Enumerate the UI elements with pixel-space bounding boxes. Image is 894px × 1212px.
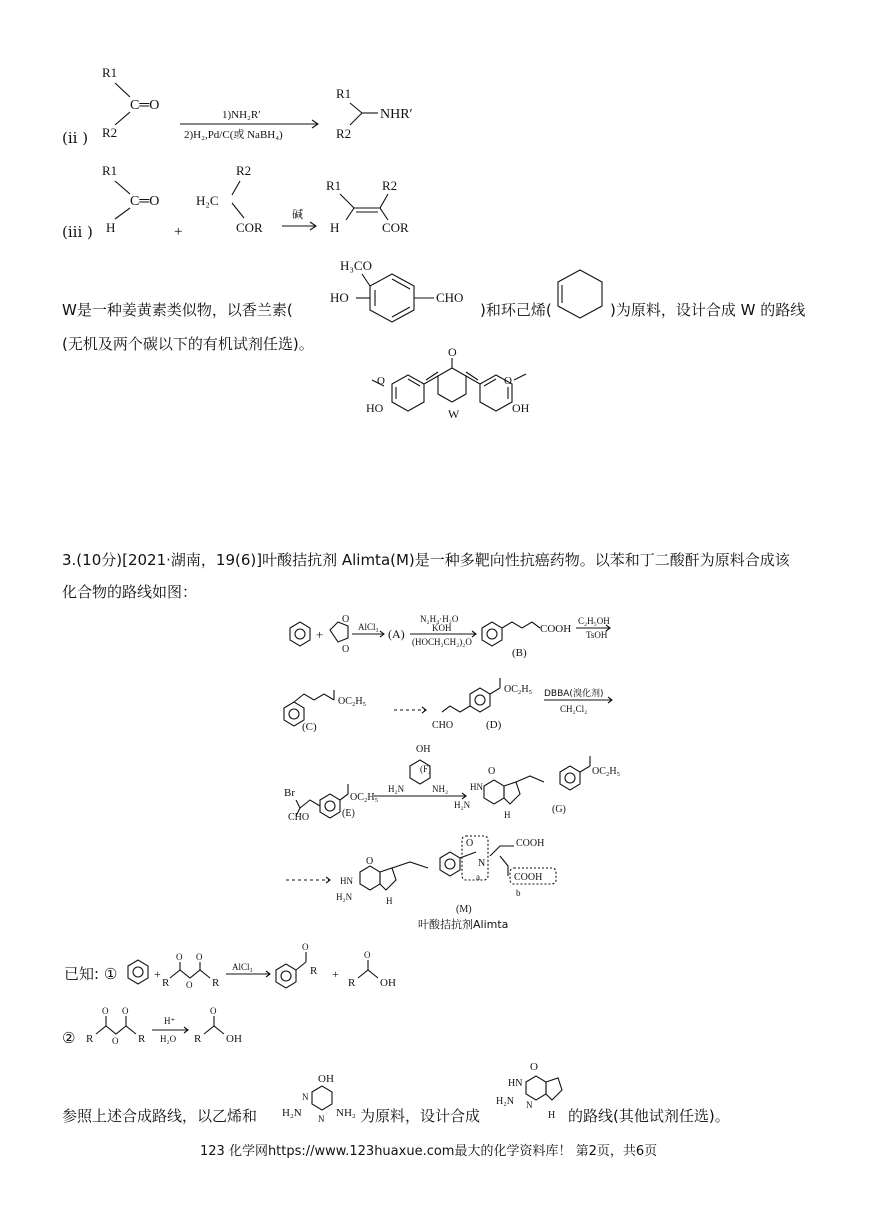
svg-text:+: + <box>154 967 161 981</box>
svg-text:OC₂H₅: OC₂H₅ <box>592 766 621 777</box>
svg-text:R: R <box>162 977 170 989</box>
svg-text:R2: R2 <box>236 163 252 178</box>
svg-text:H₂N: H₂N <box>282 1107 302 1119</box>
svg-text:CHO: CHO <box>432 720 454 731</box>
svg-text:CH₂Cl₂: CH₂Cl₂ <box>560 704 588 714</box>
svg-text:O: O <box>504 375 512 387</box>
svg-text:H: H <box>106 220 116 235</box>
svg-text:O: O <box>364 950 371 960</box>
q2-text-part2: )和环己烯( <box>480 301 552 319</box>
svg-text:(G): (G) <box>552 804 566 815</box>
svg-text:COOH: COOH <box>514 872 543 883</box>
svg-text:C₂H₅OH: C₂H₅OH <box>578 616 610 626</box>
svg-text:H₃CO: H₃CO <box>340 258 372 273</box>
final-text-part3: 的路线(其他试剂任选)。 <box>568 1107 730 1125</box>
r1-label: R1 <box>102 65 118 80</box>
reagent-step1: 1)NH₂R′ <box>222 109 261 121</box>
svg-text:R: R <box>310 965 318 977</box>
svg-text:+: + <box>332 967 339 981</box>
svg-text:a: a <box>476 872 480 882</box>
svg-text:N: N <box>478 858 486 869</box>
svg-text:O: O <box>210 1006 217 1016</box>
q3-text-line2: 化合物的路线如图： <box>62 583 198 601</box>
page-footer: 123 化学网https://www.123huaxue.com最大的化学资料库！ 第2页，共6页 <box>200 1144 658 1159</box>
svg-text:N: N <box>318 1114 325 1124</box>
svg-text:O: O <box>122 1006 129 1016</box>
svg-text:AlCl₃: AlCl₃ <box>232 962 253 972</box>
svg-text:OH: OH <box>416 744 431 755</box>
svg-text:O: O <box>466 838 474 849</box>
svg-text:b: b <box>516 888 521 898</box>
svg-text:HN: HN <box>470 782 483 792</box>
svg-text:(B): (B) <box>512 647 527 659</box>
svg-text:N₂H₄·H₂O: N₂H₄·H₂O <box>420 614 459 624</box>
svg-text:OH: OH <box>318 1073 334 1085</box>
reaction-iii-label: (iii ) <box>62 223 93 241</box>
svg-text:CHO: CHO <box>288 812 310 823</box>
known-label-1: 已知: ① <box>64 965 118 983</box>
svg-text:O: O <box>302 942 309 952</box>
svg-text:HN: HN <box>340 876 353 886</box>
svg-text:(HOCH₂CH₂)₂O: (HOCH₂CH₂)₂O <box>412 637 472 647</box>
reagent-step2: 2)H₂,Pd/C(或 NaBH₄) <box>184 129 283 141</box>
svg-text:O: O <box>377 375 385 387</box>
svg-text:H₂N: H₂N <box>496 1096 514 1107</box>
svg-text:O: O <box>488 766 496 777</box>
svg-text:CHO: CHO <box>436 290 464 305</box>
svg-text:TsOH: TsOH <box>586 630 608 640</box>
svg-text:OH: OH <box>512 401 530 415</box>
known-label-2: ② <box>62 1029 76 1047</box>
final-text-part2: 为原料，设计合成 <box>360 1107 481 1125</box>
svg-text:O: O <box>102 1006 109 1016</box>
svg-text:OH: OH <box>380 977 396 989</box>
svg-text:O: O <box>448 345 457 359</box>
q2-text-line2: (无机及两个碳以下的有机试剂任选)。 <box>62 335 314 353</box>
svg-text:+: + <box>174 224 183 240</box>
svg-text:O: O <box>112 1036 119 1046</box>
svg-text:O: O <box>176 952 183 962</box>
svg-text:W: W <box>448 407 460 421</box>
svg-text:R: R <box>138 1033 146 1045</box>
product-r2: R2 <box>336 126 352 141</box>
svg-text:(M): (M) <box>456 904 472 915</box>
svg-text:(F): (F) <box>420 764 431 774</box>
svg-text:Br: Br <box>284 787 295 799</box>
q2-text-part1: W是一种姜黄素类似物，以香兰素( <box>62 301 293 319</box>
svg-text:(A): (A) <box>388 627 405 641</box>
q3-text-line1: 3.(10分)[2021·湖南，19(6)]叶酸拮抗剂 Alimta(M)是一种多靶向性抗癌药物。以苯和丁二酸酐为原料合成该 <box>62 551 790 569</box>
svg-text:OC₂H₅: OC₂H₅ <box>504 684 533 695</box>
svg-text:+: + <box>316 627 324 642</box>
svg-text:H₂C: H₂C <box>196 193 219 208</box>
svg-text:H⁺: H⁺ <box>164 1016 176 1026</box>
svg-text:H₂N: H₂N <box>454 800 471 810</box>
svg-text:O: O <box>530 1061 538 1073</box>
svg-text:COOH: COOH <box>540 623 572 635</box>
svg-text:HO: HO <box>330 290 349 305</box>
svg-text:R: R <box>194 1033 202 1045</box>
svg-text:叶酸拮抗剂Alimta: 叶酸拮抗剂Alimta <box>418 918 509 931</box>
svg-text:R1: R1 <box>326 178 342 193</box>
svg-text:H: H <box>386 896 393 906</box>
svg-text:COOH: COOH <box>516 838 545 849</box>
svg-text:OC₂H₅: OC₂H₅ <box>350 792 379 803</box>
svg-text:H: H <box>548 1110 556 1121</box>
svg-text:(C): (C) <box>302 721 317 733</box>
svg-text:R2: R2 <box>382 178 398 193</box>
svg-text:AlCl₃: AlCl₃ <box>358 622 379 632</box>
svg-text:C═O: C═O <box>130 194 160 209</box>
svg-text:HN: HN <box>508 1078 523 1089</box>
final-text-part1: 参照上述合成路线，以乙烯和 <box>62 1107 258 1125</box>
svg-text:R: R <box>86 1033 94 1045</box>
reaction-ii-label: (ii ) <box>62 129 89 147</box>
svg-text:R: R <box>348 977 356 989</box>
svg-text:R1: R1 <box>102 163 118 178</box>
svg-text:R: R <box>212 977 220 989</box>
svg-text:(E): (E) <box>342 808 355 819</box>
svg-text:O: O <box>342 614 350 625</box>
svg-text:COR: COR <box>382 220 409 235</box>
svg-text:H₂N: H₂N <box>336 892 353 902</box>
svg-text:HO: HO <box>366 401 384 415</box>
svg-text:O: O <box>196 952 203 962</box>
svg-text:N: N <box>526 1100 533 1110</box>
svg-text:N: N <box>302 1092 309 1102</box>
svg-text:COR: COR <box>236 220 263 235</box>
r2-label: R2 <box>102 125 118 140</box>
product-nhr: NHR′ <box>380 107 413 122</box>
svg-text:H₂O: H₂O <box>160 1034 177 1044</box>
product-r1: R1 <box>336 86 352 101</box>
svg-text:O: O <box>186 980 193 990</box>
svg-text:O: O <box>366 856 374 867</box>
svg-text:(D): (D) <box>486 719 502 731</box>
svg-text:H: H <box>330 220 340 235</box>
svg-text:OH: OH <box>226 1033 242 1045</box>
svg-text:碱: 碱 <box>292 208 303 221</box>
carbonyl: C═O <box>130 98 160 113</box>
svg-text:NH₂: NH₂ <box>432 784 449 794</box>
svg-text:H: H <box>504 810 511 820</box>
svg-text:OC₂H₅: OC₂H₅ <box>338 696 367 707</box>
svg-text:O: O <box>342 644 350 655</box>
svg-text:NH₂: NH₂ <box>336 1107 356 1119</box>
svg-text:DBBA(溴化剂): DBBA(溴化剂) <box>544 689 604 699</box>
svg-text:KOH: KOH <box>432 623 452 633</box>
svg-text:H₂N: H₂N <box>388 784 405 794</box>
q2-text-part3: )为原料，设计合成 W 的路线 <box>610 301 806 319</box>
